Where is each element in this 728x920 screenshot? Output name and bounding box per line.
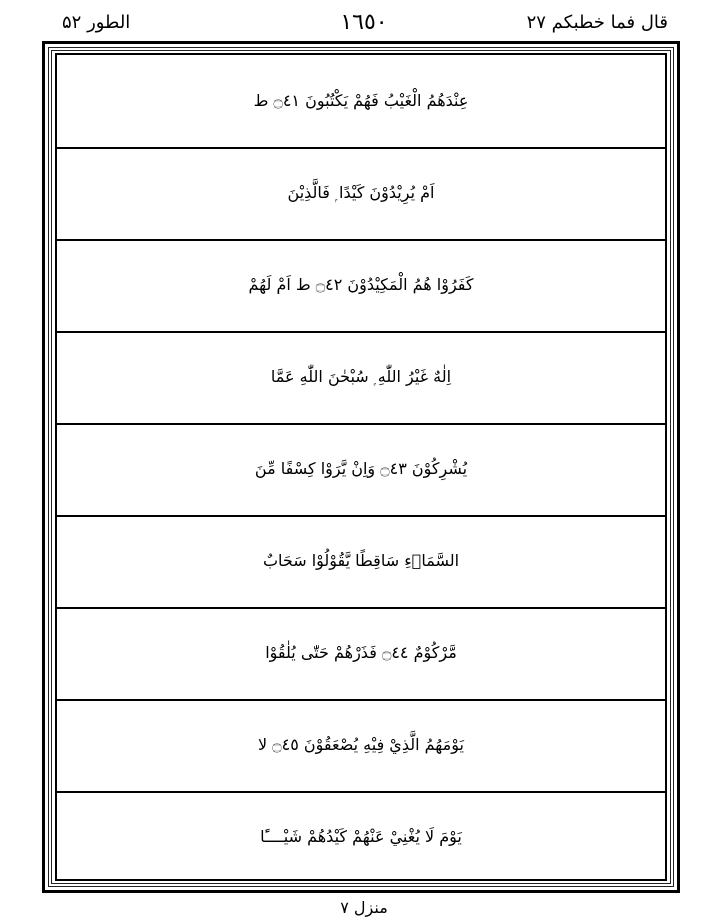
page-footer — [0, 894, 728, 920]
verse-line-text: يَوْمَ لَا يُغْنِيْ عَنْهُمْ كَيْدُهُمْ شَيْــــًٔا — [260, 827, 462, 846]
verse-line-text: السَّمَاۗءِ سَاقِطًا يَّقُوْلُوْا سَحَابٌ — [262, 551, 460, 570]
manzil-label: منزل ۷ — [340, 898, 388, 917]
text-area — [55, 53, 667, 881]
verse-line-text: عِنْدَهُمُ الْغَيْبُ فَهُمْ يَكْتُبُونَ ۝٤١ ط — [253, 91, 469, 110]
verse-line — [57, 699, 665, 793]
verse-line-text: اَمْ يُرِيْدُوْنَ كَيْدًا ۭ فَالَّذِيْنَ — [287, 183, 435, 202]
surah-name: الطور ۵۲ — [62, 12, 131, 33]
verse-line-text: يَوْمَهُمُ الَّذِيْ فِيْهِ يُصْعَقُوْنَ ۝٤٥ لا — [258, 735, 464, 754]
verse-line — [57, 331, 665, 425]
verse-line-text: مَّرْكُوْمٌ ۝٤٤ فَذَرْهُمْ حَتّٰى يُلٰقُوْا — [265, 643, 457, 662]
verse-line — [57, 147, 665, 241]
verse-line-text: يُشْرِكُوْنَ ۝٤٣ وَاِنْ يَّرَوْا كِسْفًا مِّنَ — [254, 459, 468, 478]
verse-line — [57, 791, 665, 883]
page-number: ١٦٥٠ — [340, 10, 388, 35]
verse-line-text: كَفَرُوْا هُمُ الْمَكِيْدُوْنَ ۝٤٢ ط اَمْ لَهُمْ — [248, 275, 474, 294]
verse-line — [57, 515, 665, 609]
juz-name: قال فما خطبکم ۲۷ — [526, 12, 668, 33]
page-frame — [42, 41, 680, 893]
verse-line — [57, 607, 665, 701]
verse-line-text: اِلٰهٌ غَيْرُ اللّٰهِ ۭ سُبْحٰنَ اللّٰهِ عَمَّا — [270, 367, 452, 386]
verse-line — [57, 423, 665, 517]
verse-line — [57, 239, 665, 333]
verse-lines — [57, 55, 665, 879]
verse-line — [57, 55, 665, 149]
page-header — [0, 0, 728, 40]
